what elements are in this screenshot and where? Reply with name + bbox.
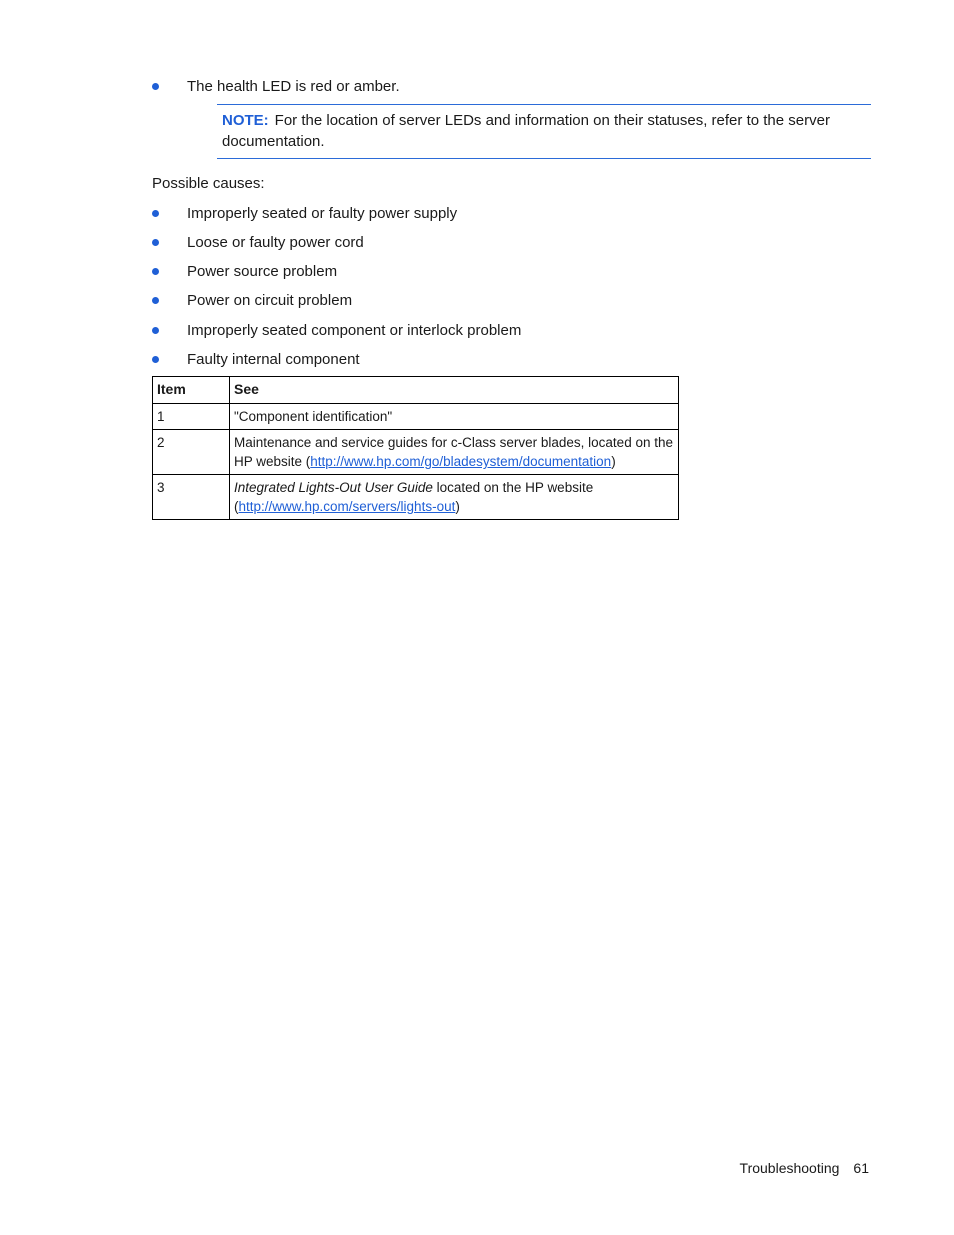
- see-text: ): [455, 499, 460, 514]
- table-row: [153, 430, 679, 475]
- reference-table: [152, 376, 679, 520]
- lights-out-link[interactable]: http://www.hp.com/servers/lights-out: [238, 499, 456, 514]
- cause-text: Loose or faulty power cord: [187, 234, 364, 251]
- item-cell: 1: [153, 404, 230, 430]
- cause-text: Improperly seated component or interlock problem: [187, 322, 522, 339]
- cause-text: Faulty internal component: [187, 351, 360, 368]
- bullet-icon: [152, 297, 159, 304]
- bullet-icon: [152, 327, 159, 334]
- bullet-icon: [152, 210, 159, 217]
- see-cell: [230, 430, 679, 475]
- see-text: ): [611, 454, 616, 469]
- item-cell: 3: [153, 475, 230, 520]
- note-text: For the location of server LEDs and information on their statuses, refer to the server documentation.: [222, 112, 830, 150]
- bullet-text: The health LED is red or amber.: [187, 78, 400, 95]
- table-row: [153, 404, 679, 430]
- note-box: [217, 104, 871, 159]
- cause-text: Improperly seated or faulty power supply: [187, 205, 458, 222]
- footer-section: Troubleshooting: [739, 1160, 840, 1176]
- bullet-icon: [152, 268, 159, 275]
- table-header-row: [153, 377, 679, 404]
- possible-causes-heading: Possible causes:: [152, 175, 265, 192]
- see-text: located on the HP website (: [234, 480, 594, 514]
- bullet-icon: [152, 83, 159, 90]
- cause-text: Power on circuit problem: [187, 292, 353, 309]
- page-number: 61: [853, 1160, 869, 1176]
- column-header-item: Item: [153, 377, 230, 404]
- note-label: NOTE:: [222, 112, 269, 129]
- see-cell: "Component identification": [230, 404, 679, 430]
- see-text: Maintenance and service guides for c-Class server blades, located on the HP website (: [234, 435, 673, 469]
- column-header-see: See: [230, 377, 679, 404]
- documentation-link[interactable]: http://www.hp.com/go/bladesystem/documentation: [310, 454, 612, 469]
- page-footer: [740, 1158, 869, 1178]
- bullet-icon: [152, 356, 159, 363]
- item-cell: 2: [153, 430, 230, 475]
- bullet-icon: [152, 239, 159, 246]
- guide-title: Integrated Lights-Out User Guide: [234, 480, 433, 495]
- table-row: [153, 475, 679, 520]
- see-cell: [230, 475, 679, 520]
- cause-text: Power source problem: [187, 263, 338, 280]
